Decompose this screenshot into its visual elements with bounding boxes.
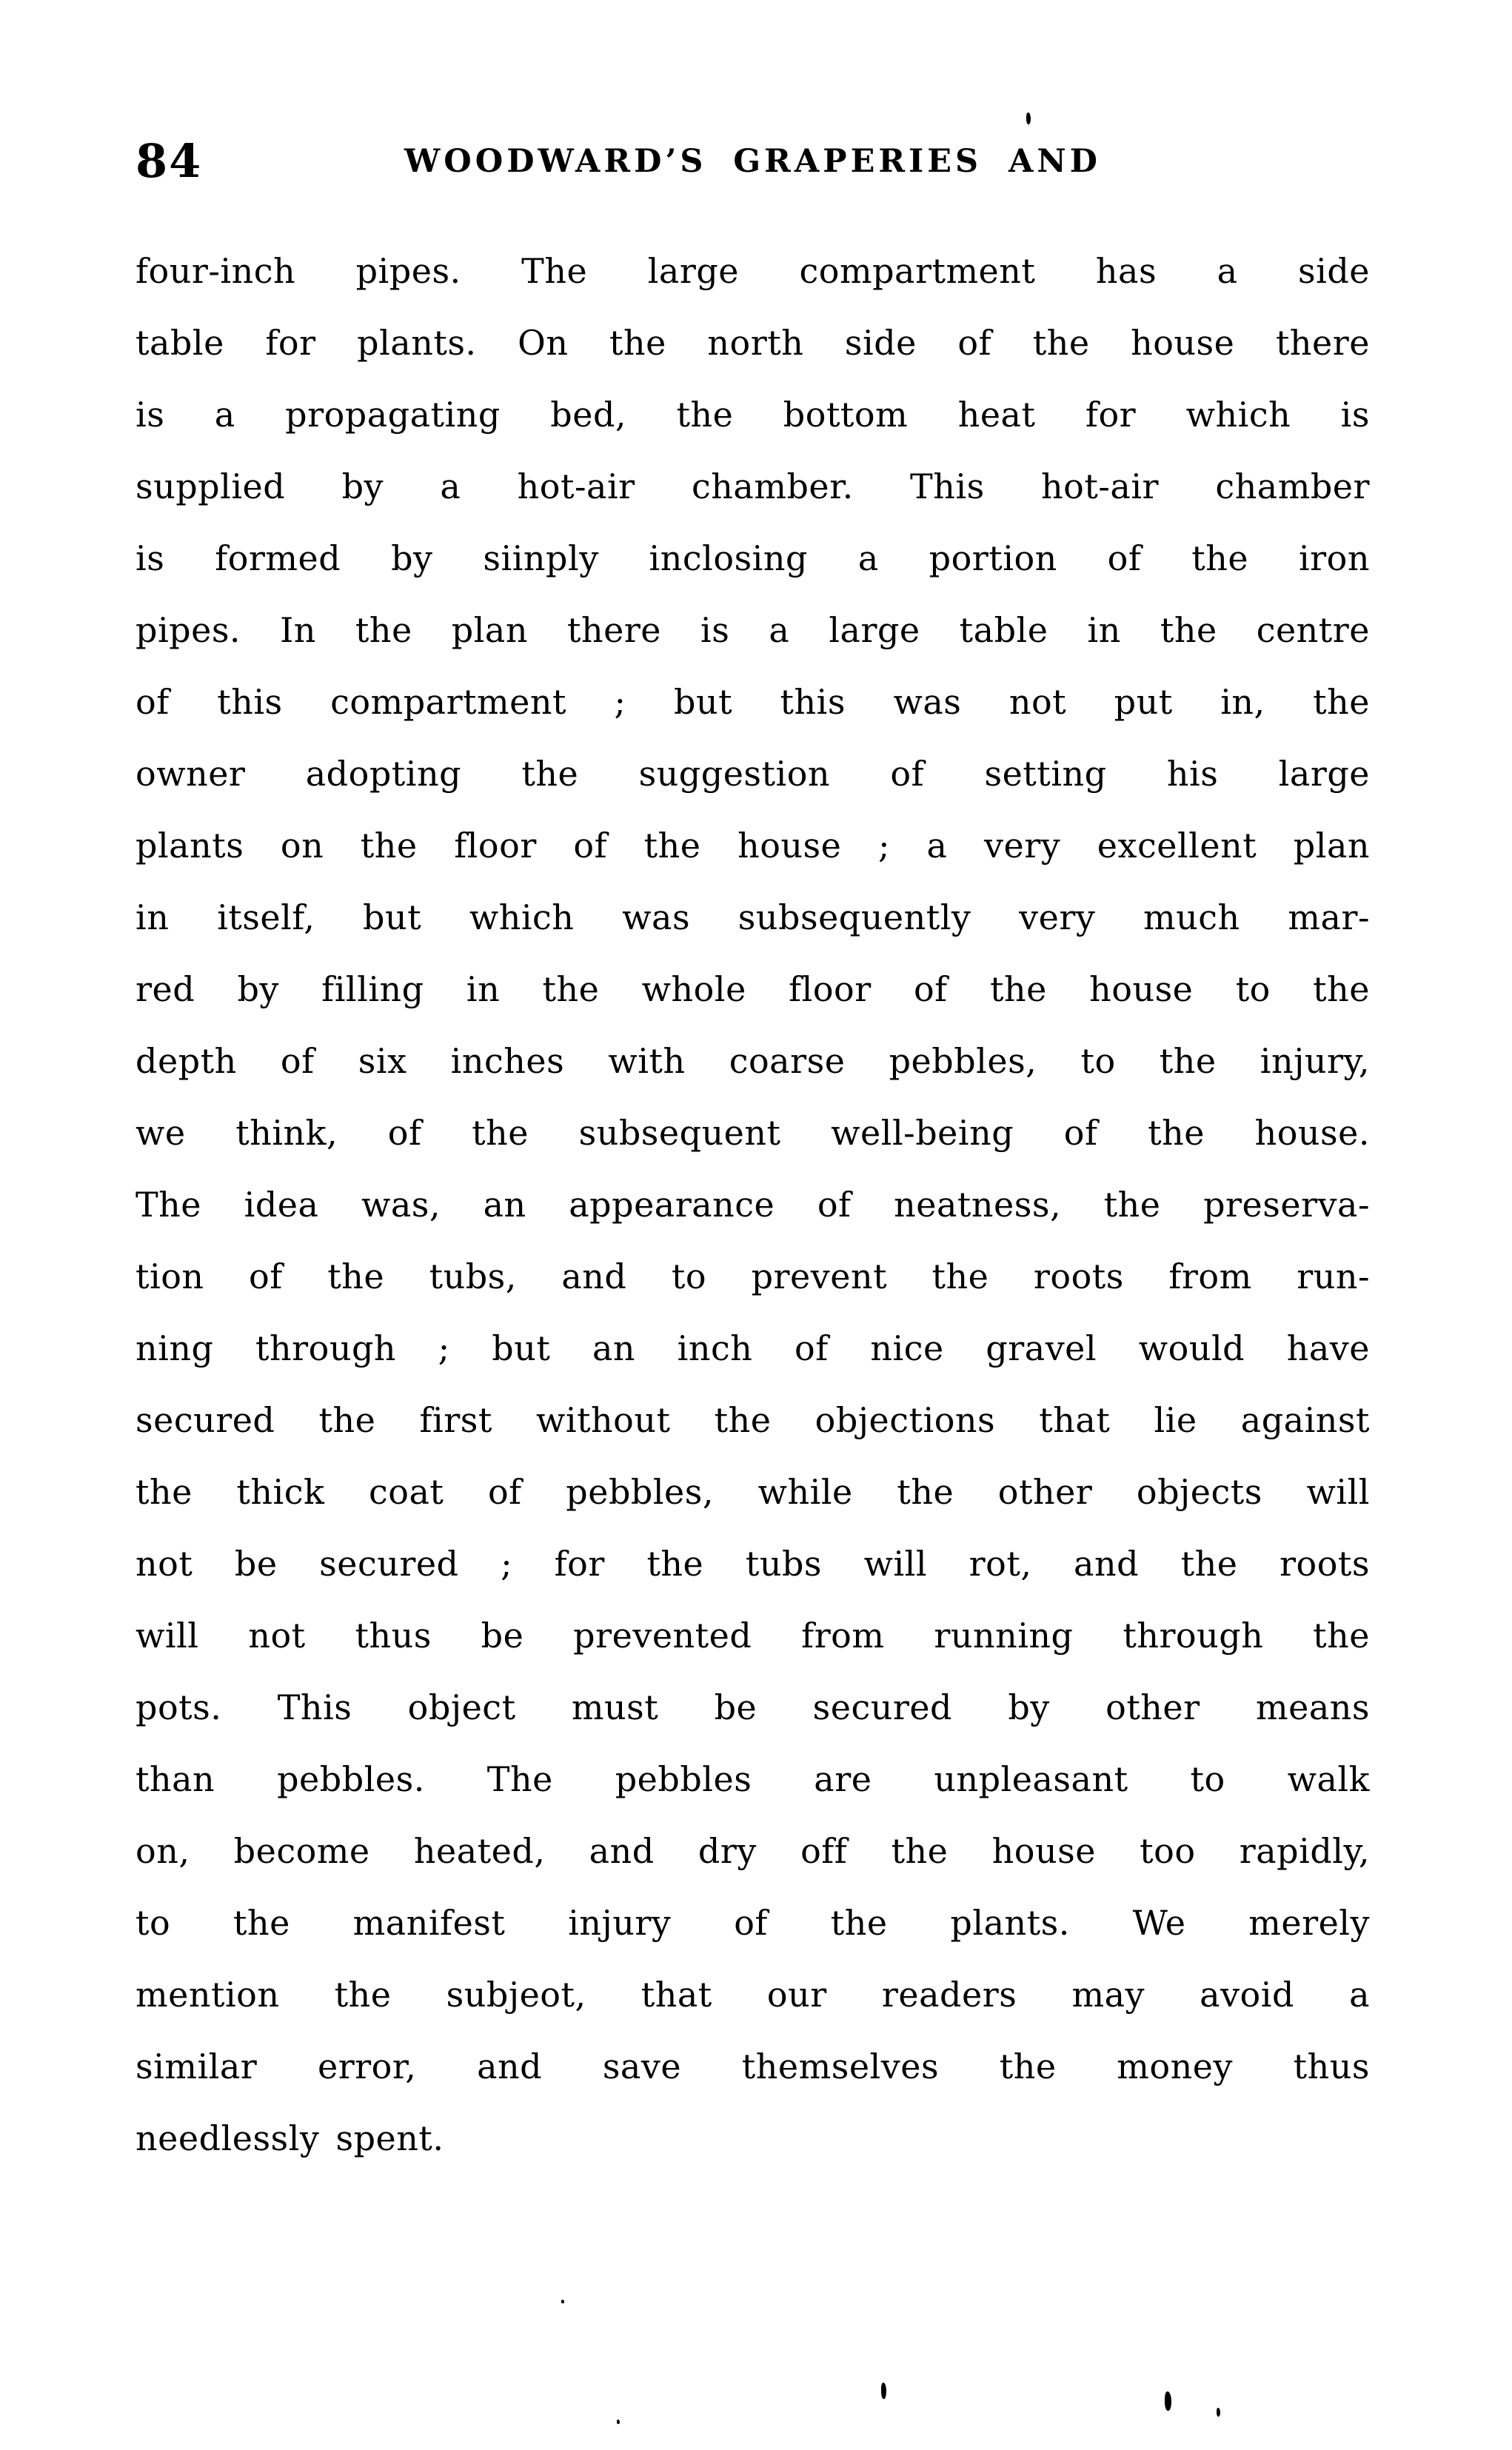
text-line: not be secured ; for the tubs will rot, and the roots xyxy=(136,1544,1370,1584)
text-line: table for plants. On the north side of the house there xyxy=(136,323,1370,363)
body-text xyxy=(136,235,1370,2175)
text-line: the thick coat of pebbles, while the other objects will xyxy=(136,1472,1370,1512)
text-line: red by filling in the whole floor of the house to the xyxy=(136,969,1370,1009)
text-line: is a propagating bed, the bottom heat for which is xyxy=(136,395,1370,435)
running-header: WOODWARD’S GRAPERIES AND xyxy=(404,143,1101,180)
text-line: tion of the tubs, and to prevent the roots from run- xyxy=(136,1256,1370,1296)
text-line: The idea was, an appearance of neatness, the preserva- xyxy=(136,1185,1370,1225)
text-line: is formed by siinply inclosing a portion of the iron xyxy=(136,538,1370,578)
scan-speck xyxy=(881,2383,886,2399)
text-line: pots. This object must be secured by other means xyxy=(136,1687,1370,1727)
text-line: depth of six inches with coarse pebbles, to the injury, xyxy=(136,1041,1370,1081)
text-line: similar error, and save themselves the money thus xyxy=(136,2046,1370,2086)
scan-speck xyxy=(1165,2392,1171,2411)
text-line: ning through ; but an inch of nice gravel would have xyxy=(136,1328,1370,1368)
text-line: needlessly spent. xyxy=(136,2118,444,2158)
text-line: on, become heated, and dry off the house too rapidly, xyxy=(136,1831,1370,1871)
text-line: four-inch pipes. The large compartment has a side xyxy=(136,251,1370,291)
text-line: owner adopting the suggestion of setting his large xyxy=(136,754,1370,794)
page-number: 84 xyxy=(136,134,203,188)
text-line: secured the first without the objections that lie against xyxy=(136,1400,1370,1440)
text-line: supplied by a hot-air chamber. This hot-air chamber xyxy=(136,466,1370,506)
text-line: to the manifest injury of the plants. We merely xyxy=(136,1903,1370,1943)
scan-speck xyxy=(617,2420,620,2424)
text-line: in itself, but which was subsequently very much mar- xyxy=(136,897,1370,937)
text-line: pipes. In the plan there is a large table in the centre xyxy=(136,610,1370,650)
text-line: than pebbles. The pebbles are unpleasant to walk xyxy=(136,1759,1370,1799)
text-line: plants on the floor of the house ; a very excellent plan xyxy=(136,826,1370,866)
page-header xyxy=(136,132,1370,191)
text-line: will not thus be prevented from running through the xyxy=(136,1616,1370,1656)
text-line: we think, of the subsequent well-being of the house. xyxy=(136,1113,1370,1153)
text-line: mention the subjeot, that our readers may avoid a xyxy=(136,1975,1370,2015)
scan-speck xyxy=(1026,113,1031,124)
scan-speck xyxy=(1217,2408,1220,2417)
scan-speck xyxy=(561,2300,564,2303)
text-line: of this compartment ; but this was not put in, the xyxy=(136,682,1370,722)
